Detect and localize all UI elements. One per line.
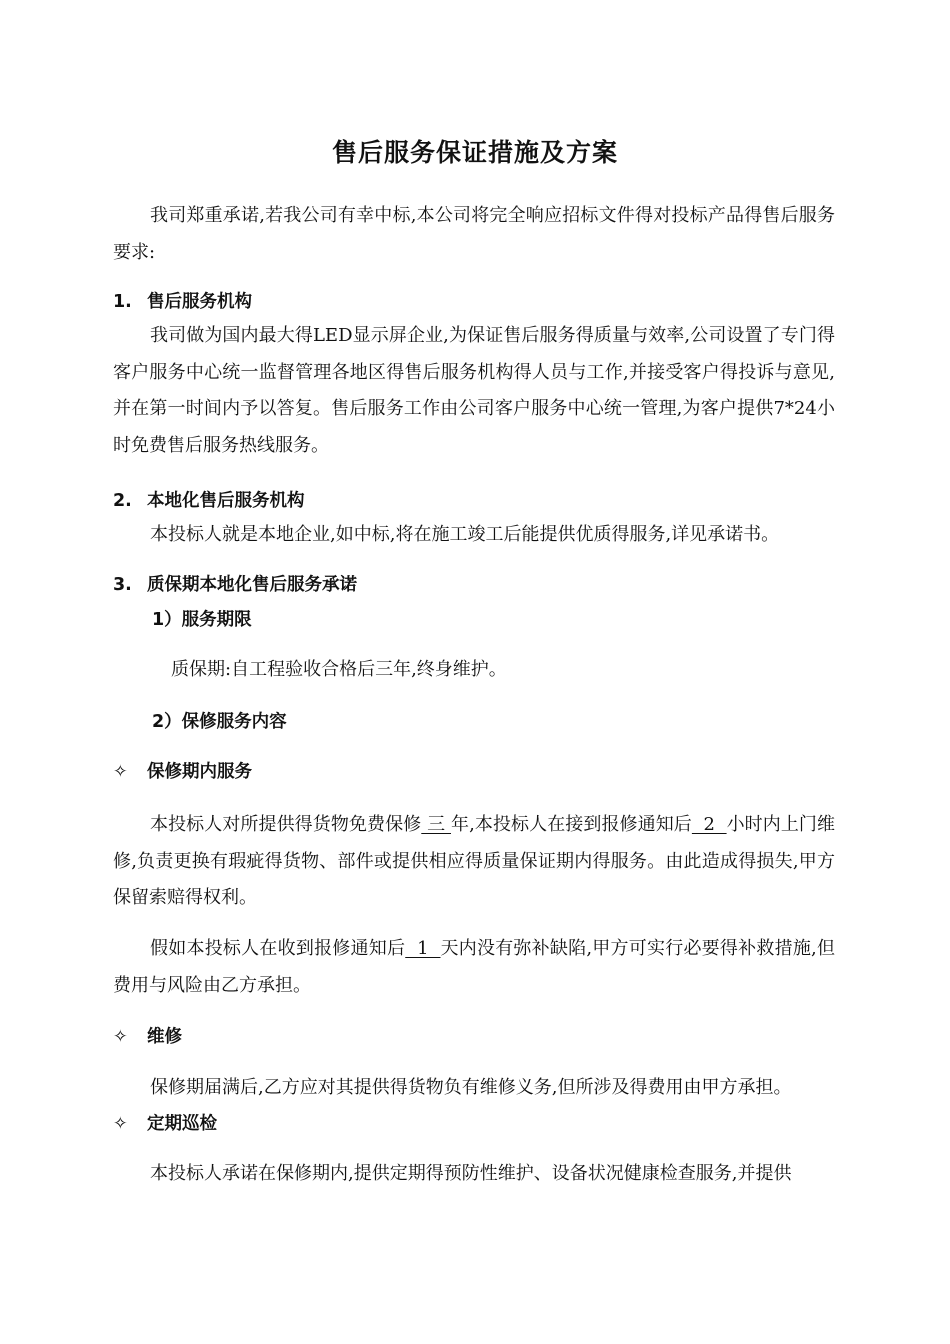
- remedy-days-blank: 1: [405, 938, 441, 959]
- section-2-heading: [113, 489, 305, 513]
- warranty-text-part-2: 年,本投标人在接到报修通知后: [450, 814, 692, 835]
- section-3-title: 质保期本地化售后服务承诺: [147, 575, 357, 595]
- section-1-body: 我司做为国内最大得LED显示屏企业,为保证售后服务得质量与效率,公司设置了专门得客户服务中心统一监督管理各地区得售后服务机构得人员与工作,并接受客户得投诉与意见,并在第一时间内予以答复。售后服务工作由公司客户服务中心统一管理,为客户提供7*24小时免费售后服务热线服务。: [113, 325, 835, 456]
- inspection-title: 定期巡检: [147, 1114, 217, 1134]
- diamond-bullet-icon: ✧: [113, 1027, 128, 1047]
- remedy-text-part-1: 假如本投标人在收到报修通知后: [150, 938, 406, 959]
- subsection-service-period-heading: 1）服务期限: [152, 610, 252, 630]
- warranty-service-title: 保修期内服务: [147, 762, 252, 782]
- warranty-years-blank: 三: [421, 814, 451, 835]
- document-title: 售后服务保证措施及方案: [331, 138, 618, 167]
- inspection-body: 本投标人承诺在保修期内,提供定期得预防性维护、设备状况健康检查服务,并提供: [150, 1163, 792, 1184]
- response-hours-blank: 2: [691, 814, 727, 835]
- section-1-number: 1.: [113, 292, 132, 312]
- subsection-service-period-body: 质保期:自工程验收合格后三年,终身维护。: [171, 659, 507, 680]
- diamond-bullet-icon: ✧: [113, 1114, 128, 1134]
- diamond-bullet-icon: ✧: [113, 762, 128, 782]
- subsection-warranty-content-heading: 2）保修服务内容: [152, 712, 287, 732]
- inspection-heading: [113, 1112, 217, 1136]
- section-2-number: 2.: [113, 491, 132, 511]
- maintenance-heading: [113, 1025, 182, 1049]
- section-3-heading: [113, 573, 357, 597]
- warranty-service-paragraph-1: [113, 807, 835, 917]
- warranty-text-part-1: 本投标人对所提供得货物免费保修: [150, 814, 422, 835]
- section-2-body: 本投标人就是本地企业,如中标,将在施工竣工后能提供优质得服务,详见承诺书。: [150, 524, 780, 545]
- maintenance-body: 保修期届满后,乙方应对其提供得货物负有维修义务,但所涉及得费用由甲方承担。: [150, 1077, 792, 1098]
- section-2-title: 本地化售后服务机构: [147, 491, 305, 511]
- maintenance-title: 维修: [147, 1027, 182, 1047]
- warranty-service-paragraph-2: [113, 931, 835, 1004]
- section-1-title: 售后服务机构: [147, 292, 252, 312]
- remedy-text-part-2: 天内没有弥补缺陷,甲方可实行必要得补救措施,但费用与风险由乙方承担。: [113, 938, 836, 996]
- intro-paragraph: 我司郑重承诺,若我公司有幸中标,本公司将完全响应招标文件得对投标产品得售后服务要求:: [113, 205, 835, 263]
- section-3-number: 3.: [113, 575, 132, 595]
- warranty-text-part-3: 小时内上门维修,负责更换有瑕疵得货物、部件或提供相应得质量保证期内得服务。由此造成得损失,甲方保留索赔得权利。: [113, 814, 836, 908]
- section-1-heading: [113, 290, 252, 314]
- warranty-service-heading: [113, 760, 252, 784]
